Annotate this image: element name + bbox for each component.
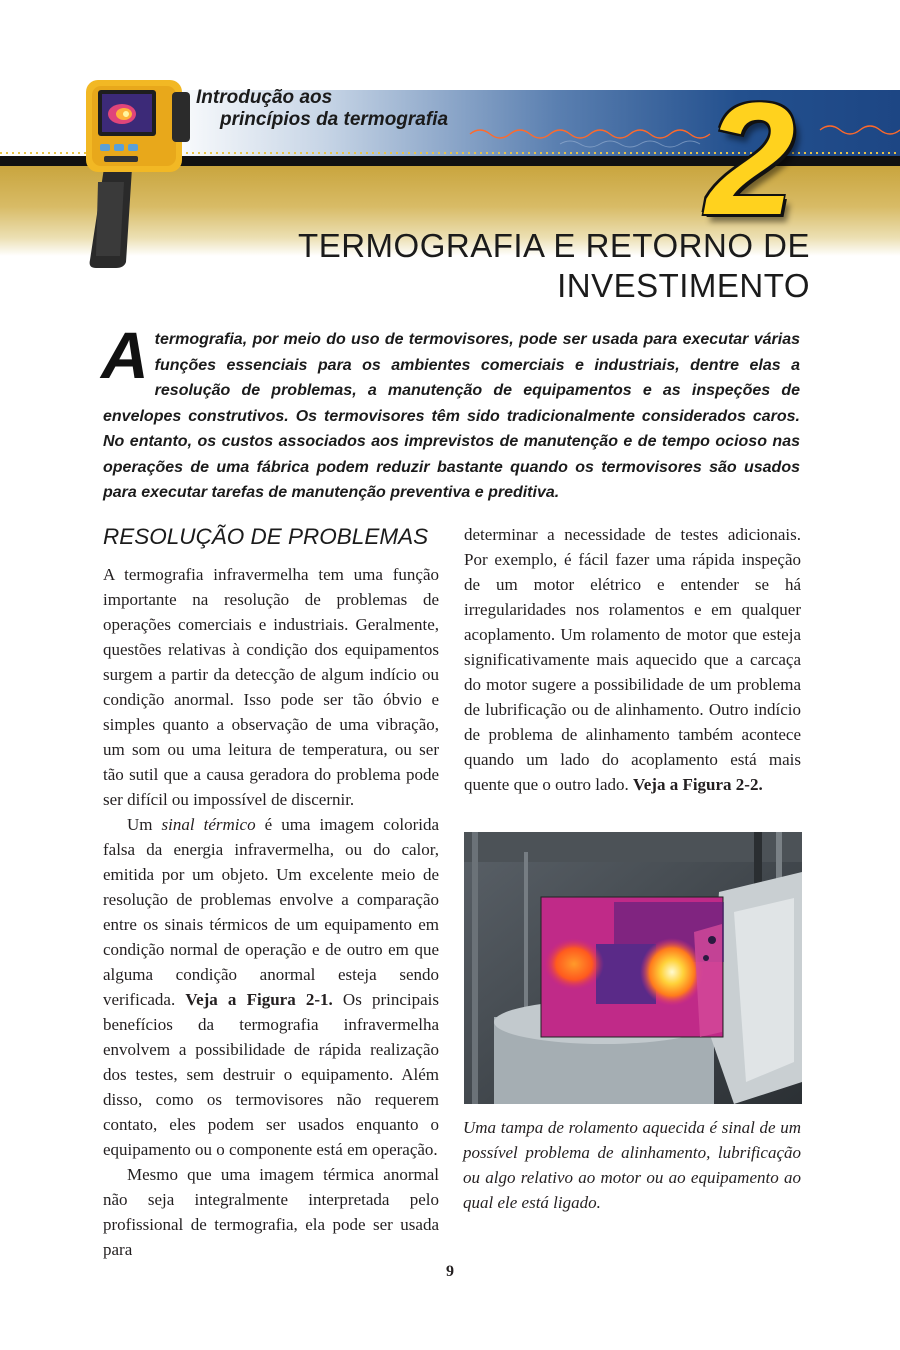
paragraph-continuation — [464, 522, 801, 797]
chapter-subtitle — [196, 87, 448, 131]
figure-thermal-motor-photo — [464, 832, 802, 1104]
section-heading: RESOLUÇÃO DE PROBLEMAS — [103, 524, 429, 549]
left-column — [103, 562, 439, 1262]
chapter-number — [706, 69, 826, 248]
figure-2-1-reference: Veja a Figura 2-1. — [185, 990, 333, 1009]
term-sinal-termico: sinal térmico — [161, 815, 256, 834]
paragraph-2 — [103, 812, 439, 1162]
chapter-number-text: 2 — [706, 69, 795, 248]
paragraph-1: A termografia infravermelha tem uma função importante na resolução de problemas de operações comerciais e industriais. Geralmente, questões relativas à condição dos equipamentos surgem a partir da detecção de algum indício ou condição anormal. Isso pode ser tão óbvio e simples quanto a observação de uma vibração, um som ou uma leitura de temperatura, ou ser tão sutil que a causa geradora do problema pode ser difícil ou impossível de discernir. — [103, 565, 439, 809]
figure-caption: Uma tampa de rolamento aquecida é sinal de um possível problema de alinhamento, lubrificação ou algo relativo ao motor ou ao equipamento ao qual ele está ligado. — [463, 1118, 801, 1212]
figure-2-2-reference: Veja a Figura 2-2. — [633, 775, 763, 794]
paragraph-2-end: Os principais benefícios da termografia infravermelha envolvem a possibilidade de rápida realização dos testes, sem destruir o equipamento. Além disso, como os termovisores não requerem contato, eles podem ser usados enquanto o equipamento ou o componente está em operação. — [103, 990, 439, 1159]
chapter-title-line1: TERMOGRAFIA E RETORNO DE — [298, 227, 810, 264]
intro-text: termografia, por meio do uso de termovisores, pode ser usada para executar várias funções essenciais para os ambientes comerciais e industriais, dentre elas a resolução de problemas, a manutenção de equipamentos e as inspeções de envelopes construtivos. Os termovisores têm sido tradicionalmente considerados caros. No entanto, os custos associados aos imprevistos de manutenção e de tempo ocioso nas operações de uma fábrica podem reduzir bastante quando os termovisores são usados para executar tarefas de manutenção preventiva e preditiva. — [103, 331, 800, 501]
chapter-subtitle-line2: princípios da termografia — [220, 109, 449, 130]
paragraph-2-start: Um — [127, 815, 162, 834]
drop-cap: A — [101, 318, 149, 392]
chapter-title — [170, 226, 810, 306]
continuation-text: determinar a necessidade de testes adicionais. Por exemplo, é fácil fazer uma rápida inspeção de um motor elétrico e entender se há irregularidades nos rolamentos e em qualquer acoplamento. Um rolamento de motor que esteja significativamente mais aquecido que a carcaça do motor sugere a possibilidade de um problema de lubrificação ou de alinhamento. Outro indício de problema de alinhamento também acontece quando um lado do acoplamento está mais quente que o outro lado. — [464, 525, 801, 794]
chapter-subtitle-line1: Introdução aos — [196, 87, 333, 108]
intro-paragraph — [101, 318, 800, 506]
right-column — [464, 522, 801, 797]
thermal-motor-photo — [464, 832, 802, 1104]
paragraph-3: Mesmo que uma imagem térmica anormal não seja integralmente interpretada pelo profissional de termografia, ela pode ser usada para — [103, 1165, 439, 1259]
paragraph-2-mid: é uma imagem colorida falsa da energia infravermelha, ou do calor, emitida por um objeto. Um excelente meio de resolução de problemas envolve a comparação entre os sinais térmicos de um equipamento em condição normal de operação e de outro em que alguma condição anormal esteja sendo verificada. — [103, 815, 439, 1009]
page-number: 9 — [446, 1263, 454, 1280]
chapter-title-line2: INVESTIMENTO — [557, 267, 810, 304]
